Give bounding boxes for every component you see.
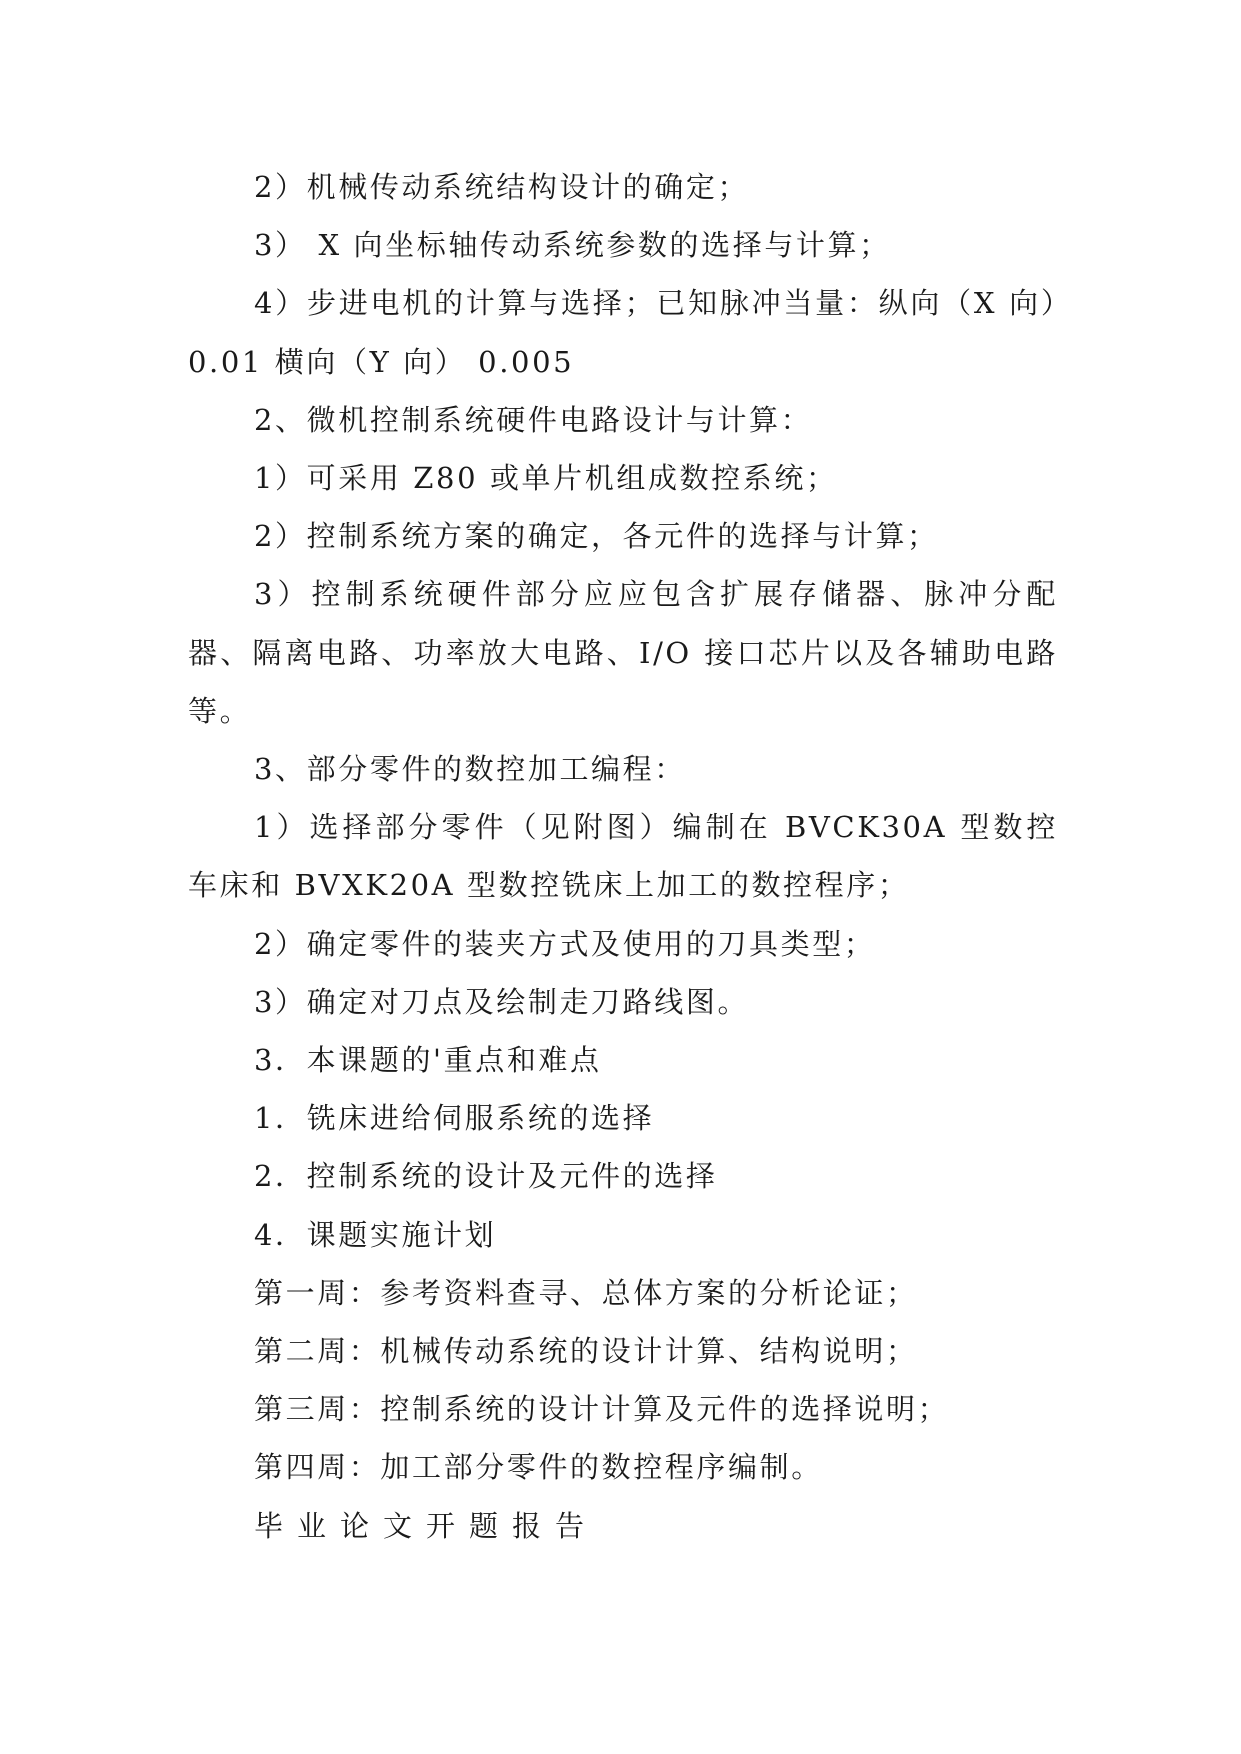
paragraph-hardware-components: 3）控制系统硬件部分应应包含扩展存储器、脉冲分配器、隔离电路、功率放大电路、I/O 接口芯片以及各辅助电路等。 (188, 577, 1058, 728)
section-heading-plan: 4．课题实施计划 (254, 1217, 497, 1252)
plan-week-3: 第三周：控制系统的设计计算及元件的选择说明； (254, 1392, 950, 1427)
plan-week-1: 第一周：参考资料查寻、总体方案的分析论证； (254, 1275, 918, 1310)
paragraph-select-parts: 1）选择部分零件（见附图）编制在 BVCK30A 型数控车床和 BVXK20A 型数控铣床上加工的数控程序； (188, 810, 1058, 903)
paragraph-mech-structure: 2）机械传动系统结构设计的确定； (254, 170, 750, 204)
plan-week-4: 第四周：加工部分零件的数控程序编制。 (254, 1450, 823, 1485)
paragraph-stepper-motor: 4）步进电机的计算与选择；已知脉冲当量：纵向（X 向）0.01 横向（Y 向） 0.005 (188, 286, 1058, 379)
document-body (188, 158, 1058, 1555)
paragraph-tool-path: 3）确定对刀点及绘制走刀路线图。 (254, 984, 750, 1019)
list-item-servo: 1．铣床进给伺服系统的选择 (254, 1101, 655, 1136)
list-item-control-design: 2．控制系统的设计及元件的选择 (254, 1159, 718, 1194)
paragraph-clamping: 2）确定零件的装夹方式及使用的刀具类型； (254, 926, 876, 961)
paragraph-nc-programming-heading: 3、部分零件的数控加工编程： (254, 752, 686, 787)
paragraph-z80: 1）可采用 Z80 或单片机组成数控系统； (254, 461, 838, 496)
section-heading-key-points: 3．本课题的'重点和难点 (254, 1043, 602, 1078)
paragraph-x-axis-params: 3） X 向坐标轴传动系统参数的选择与计算； (254, 228, 891, 263)
paragraph-control-scheme: 2）控制系统方案的确定，各元件的选择与计算； (254, 519, 939, 554)
report-title: 毕业论文开题报告 (254, 1508, 599, 1543)
paragraph-control-hardware-heading: 2、微机控制系统硬件电路设计与计算： (254, 402, 813, 437)
plan-week-2: 第二周：机械传动系统的设计计算、结构说明； (254, 1334, 918, 1369)
